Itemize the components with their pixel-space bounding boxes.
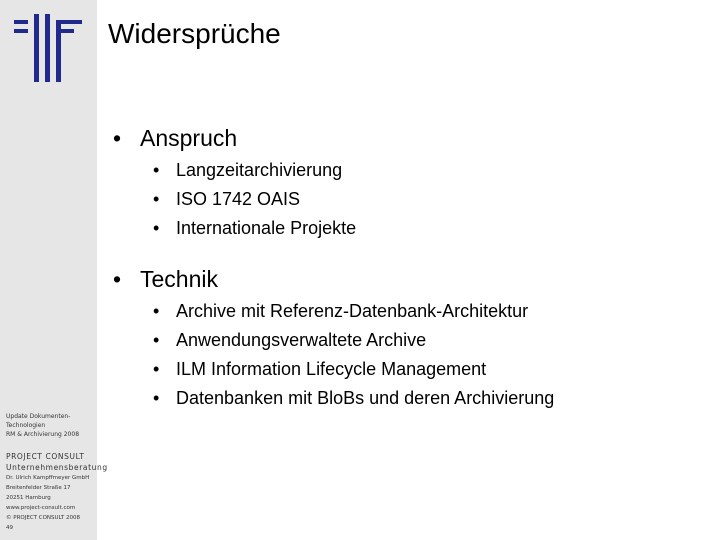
bullet-item <box>110 384 710 413</box>
page-number: 49 <box>6 525 13 531</box>
bullet-dot: • <box>153 189 160 209</box>
bullet-list <box>110 120 710 413</box>
bullet-item-text: ISO 1742 OAIS <box>176 189 301 209</box>
bullet-dot: • <box>113 266 122 292</box>
bullet-heading-text: Anspruch <box>140 125 238 151</box>
bullet-item-text: Datenbanken mit BloBs und deren Archivierung <box>176 388 555 408</box>
footer-detail-line: Dr. Ulrich Kampffmeyer GmbH <box>6 475 90 481</box>
footer-detail-line: 20251 Hamburg <box>6 495 51 501</box>
footer-event <box>6 412 79 439</box>
footer-detail-line: Breitenfelder Straße 17 <box>6 485 71 491</box>
footer-company-line: Unternehmensberatung <box>6 463 108 472</box>
bullet-dot: • <box>113 125 122 151</box>
bullet-item <box>110 326 710 355</box>
footer-detail-line: © PROJECT CONSULT 2008 <box>6 515 80 521</box>
project-consult-logo-icon <box>14 14 82 82</box>
footer-company <box>6 451 108 473</box>
bullet-item <box>110 214 710 243</box>
bullet-heading <box>110 120 710 156</box>
bullet-dot: • <box>153 160 160 180</box>
bullet-item-text: Langzeitarchivierung <box>176 160 343 180</box>
bullet-dot: • <box>153 388 160 408</box>
footer-detail-line: www.project-consult.com <box>6 505 76 511</box>
bullet-dot: • <box>153 330 160 350</box>
bullet-dot: • <box>153 301 160 321</box>
bullet-heading-text: Technik <box>140 266 218 292</box>
bullet-item-text: Archive mit Referenz-Datenbank-Architektur <box>176 301 529 321</box>
slide-title: Widersprüche <box>108 18 281 49</box>
footer-event-line: Update Dokumenten- <box>6 413 71 420</box>
bullet-item <box>110 185 710 214</box>
footer-details <box>6 473 89 533</box>
bullet-item <box>110 297 710 326</box>
bullet-item <box>110 156 710 185</box>
bullet-item-text: Internationale Projekte <box>176 218 357 238</box>
bullet-item-text: Anwendungsverwaltete Archive <box>176 330 427 350</box>
bullet-item-text: ILM Information Lifecycle Management <box>176 359 487 379</box>
sidebar-panel <box>0 0 108 540</box>
footer-company-line: PROJECT CONSULT <box>6 452 85 461</box>
bullet-dot: • <box>153 359 160 379</box>
bullet-heading <box>110 261 710 297</box>
footer-event-line: Technologien <box>6 422 46 429</box>
bullet-dot: • <box>153 218 160 238</box>
bullet-item <box>110 355 710 384</box>
section-spacer <box>110 243 710 261</box>
footer-event-line: RM & Archivierung 2008 <box>6 431 80 438</box>
